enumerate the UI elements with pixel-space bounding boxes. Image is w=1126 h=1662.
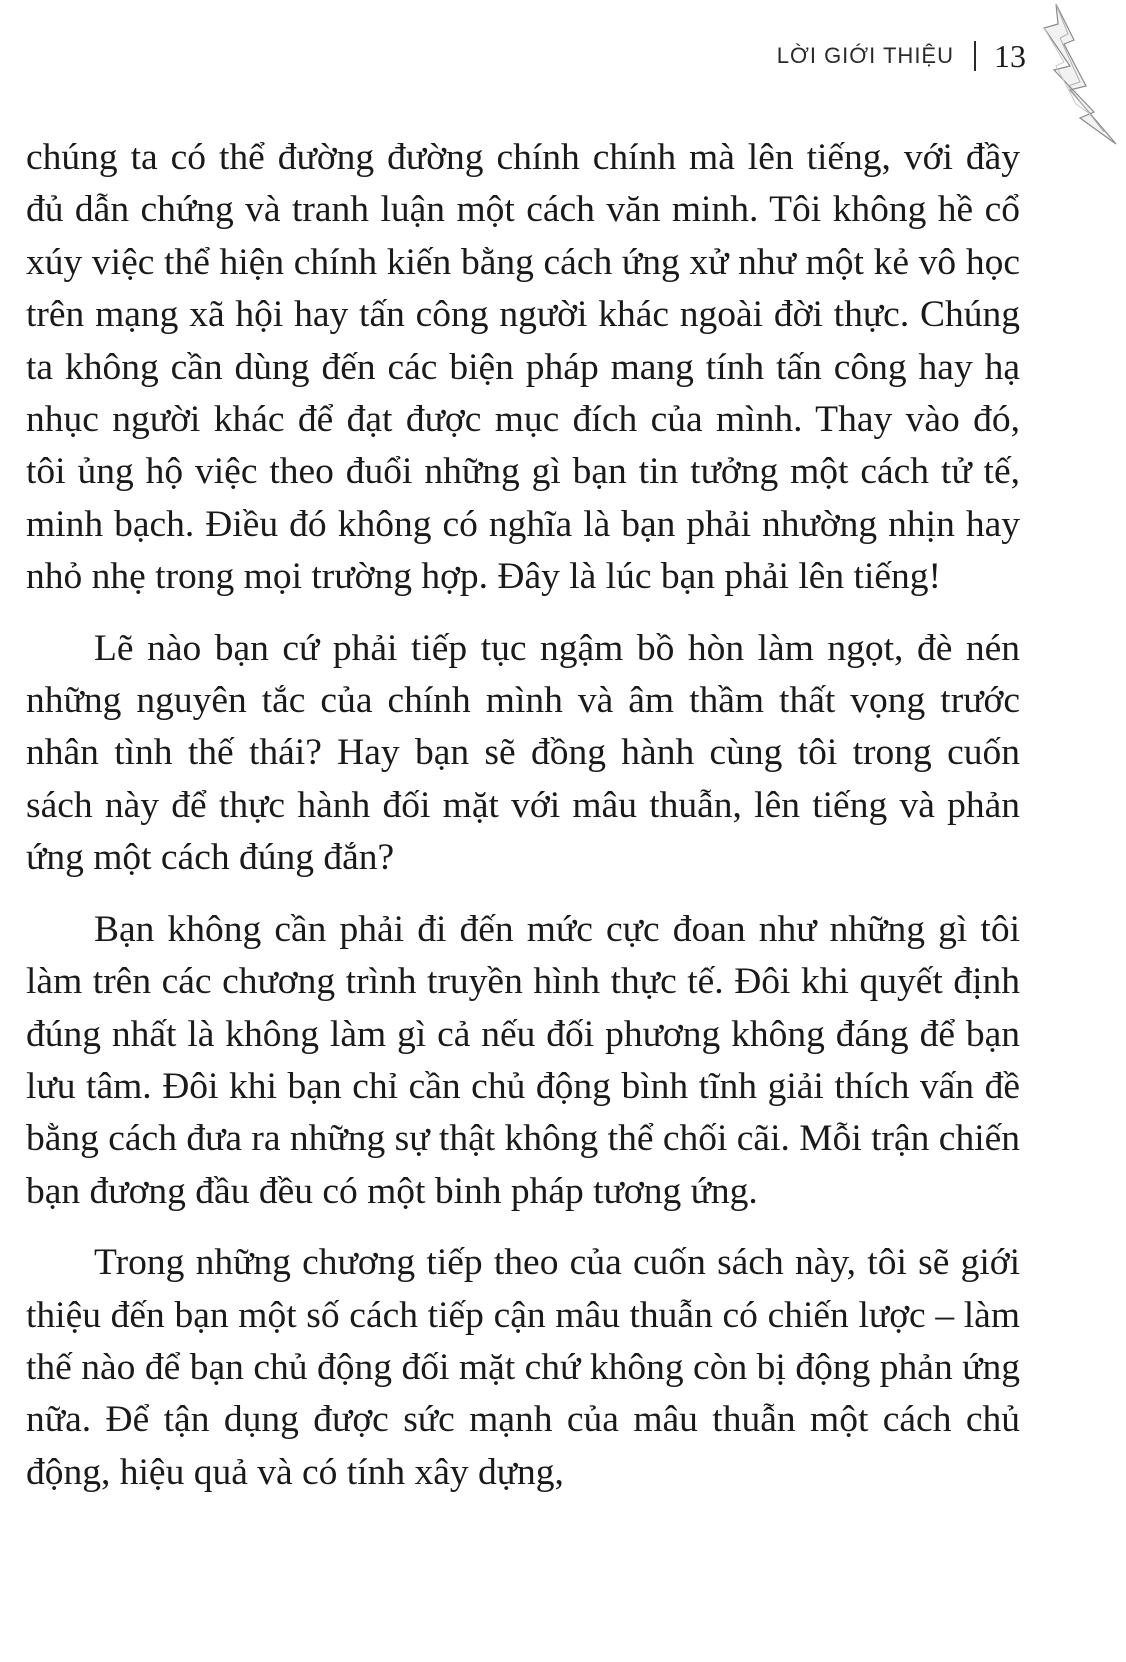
section-title: LỜI GIỚI THIỆU [776,43,954,68]
body-text [26,132,1020,1518]
running-header [777,28,1026,84]
paragraph-1: chúng ta có thể đường đường chính chính mà lên tiếng, với đầy đủ dẫn chứng và tranh luận một cách văn minh. Tôi không hề cổ xúy việc thể hiện chính kiến bằng cách ứng xử như một kẻ vô học trên mạng xã hội hay tấn công người khác ngoài đời thực. Chúng ta không cần dùng đến các biện pháp mang tính tấn công hay hạ nhục người khác để đạt được mục đích của mình. Thay vào đó, tôi ủng hộ việc theo đuổi những gì bạn tin tưởng một cách tử tế, minh bạch. Điều đó không có nghĩa là bạn phải nhường nhịn hay nhỏ nhẹ trong mọi trường hợp. Đây là lúc bạn phải lên tiếng! [26,137,1020,598]
header-divider [974,41,976,71]
corner-ornament-icon [1016,0,1126,150]
paragraph-3: Bạn không cần phải đi đến mức cực đoan như những gì tôi làm trên các chương trình truyền hình thực tế. Đôi khi quyết định đúng nhất là không làm gì cả nếu đối phương không đáng để bạn lưu tâm. Đôi khi bạn chỉ cần chủ động bình tĩnh giải thích vấn đề bằng cách đưa ra những sự thật không thể chối cãi. Mỗi trận chiến bạn đương đầu đều có một binh pháp tương ứng. [26,908,1021,1212]
paragraph-4: Trong những chương tiếp theo của cuốn sách này, tôi sẽ giới thiệu đến bạn một số cách tiếp cận mâu thuẫn có chiến lược – làm thế nào để bạn chủ động đối mặt chứ không còn bị động phản ứng nữa. Để tận dụng được sức mạnh của mâu thuẫn một cách chủ động, hiệu quả và có tính xây dựng, [26,1242,1020,1493]
paragraph-2: Lẽ nào bạn cứ phải tiếp tục ngậm bồ hòn làm ngọt, đè nén những nguyên tắc của chính mình và âm thầm thất vọng trước nhân tình thế thái? Hay bạn sẽ đồng hành cùng tôi trong cuốn sách này để thực hành đối mặt với mâu thuẫn, lên tiếng và phản ứng một cách đúng đắn? [26,627,1020,879]
page-number: 13 [994,37,1026,74]
